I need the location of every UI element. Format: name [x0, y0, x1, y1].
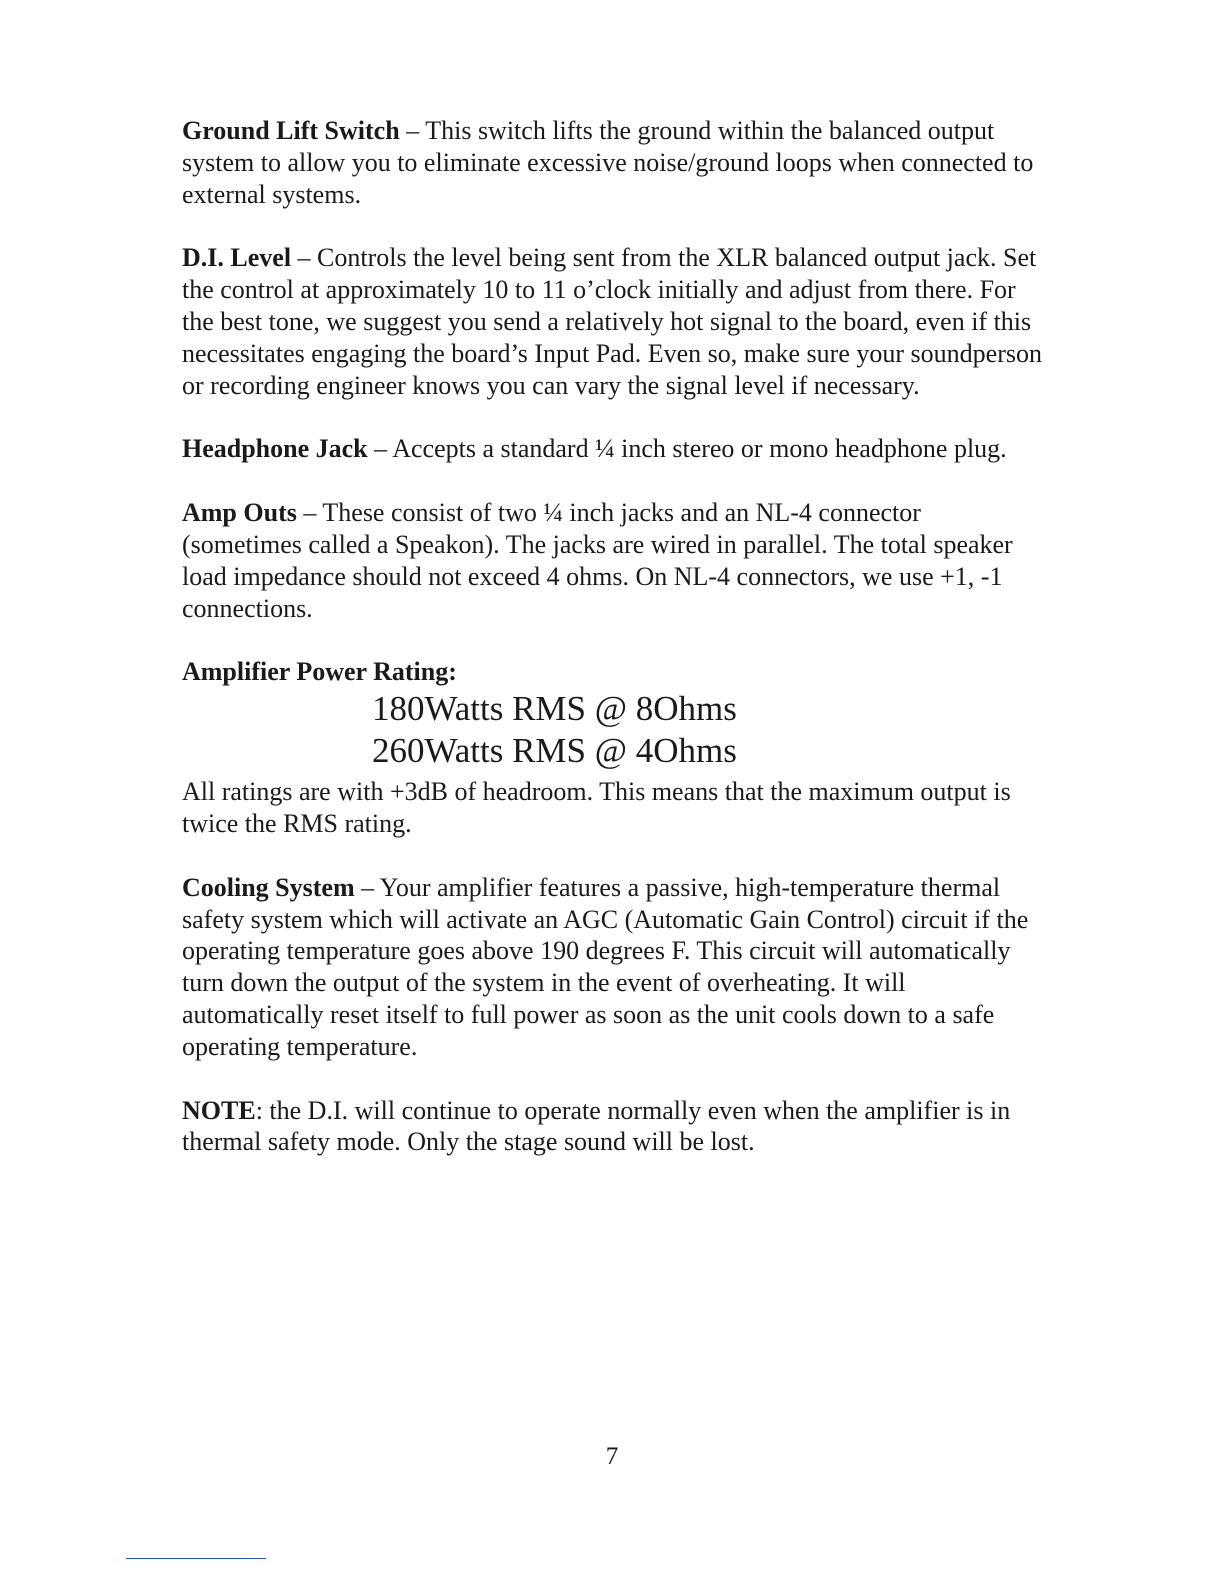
amp-outs-body: These consist of two ¼ inch jacks and an NL-4 connector (sometimes called a Speakon). The jacks are wired in parallel. The total speaker load impedance should not exceed 4 ohms. On NL-4 connectors, we use +1, -1 connections.	[182, 498, 1013, 623]
note-title: NOTE	[182, 1095, 256, 1125]
cooling-system-title: Cooling System	[182, 872, 355, 902]
amp-outs-separator: –	[296, 498, 323, 528]
cooling-system-separator: –	[354, 872, 380, 902]
note-body: the D.I. will continue to operate normally even when the amplifier is in thermal safety mode. Only the stage sound will be lost.	[182, 1095, 1011, 1157]
di-level-title: D.I. Level	[182, 243, 292, 273]
cooling-system-body: Your amplifier features a passive, high-temperature thermal safety system which will activate an AGC (Automatic Gain Control) circuit if the operating temperature goes above 190 degrees F. This circuit will automatically turn down the output of the system in the event of overheating. It will automatically reset itself to full power as soon as the unit cools down to a safe operating temperature.	[182, 872, 1029, 1061]
di-level-separator: –	[291, 243, 318, 273]
di-level-paragraph	[182, 242, 1042, 401]
cooling-system-paragraph	[182, 872, 1042, 1063]
di-level-body: Controls the level being sent from the XLR balanced output jack. Set the control at approximately 10 to 11 o’clock initially and adjust from there. For the best tone, we suggest you send a relatively hot signal to the board, even if this necessitates engaging the board’s Input Pad. Even so, make sure your soundperson or recording engineer knows you can vary the signal level if necessary.	[182, 243, 1042, 400]
headphone-jack-separator: –	[367, 434, 393, 464]
ground-lift-body: This switch lifts the ground within the balanced output system to allow you to eliminate excessive noise/ground loops when connected to external systems.	[182, 116, 1034, 209]
power-rating-4ohm: 260Watts RMS @ 4Ohms	[372, 731, 737, 771]
headphone-jack-paragraph	[182, 433, 1042, 465]
headphone-jack-title: Headphone Jack	[182, 434, 368, 464]
ground-lift-separator: –	[399, 116, 426, 145]
ground-lift-paragraph	[182, 115, 1042, 210]
headphone-jack-body: Accepts a standard ¼ inch stereo or mono headphone plug.	[392, 434, 1007, 464]
power-rating-note: All ratings are with +3dB of headroom. This means that the maximum output is twice the RMS rating.	[182, 777, 1011, 838]
amp-outs-title: Amp Outs	[182, 498, 297, 528]
power-rating-heading: Amplifier Power Rating:	[182, 657, 457, 687]
note-separator: :	[255, 1095, 270, 1125]
page-number: 7	[605, 1443, 619, 1470]
power-rating-8ohm: 180Watts RMS @ 8Ohms	[372, 689, 737, 729]
note-paragraph	[182, 1095, 1042, 1159]
footnote-divider	[126, 1558, 266, 1559]
amp-outs-paragraph	[182, 497, 1042, 624]
page-content	[182, 115, 1042, 1190]
power-rating-list	[372, 688, 1042, 772]
ground-lift-title: Ground Lift Switch	[182, 116, 400, 145]
